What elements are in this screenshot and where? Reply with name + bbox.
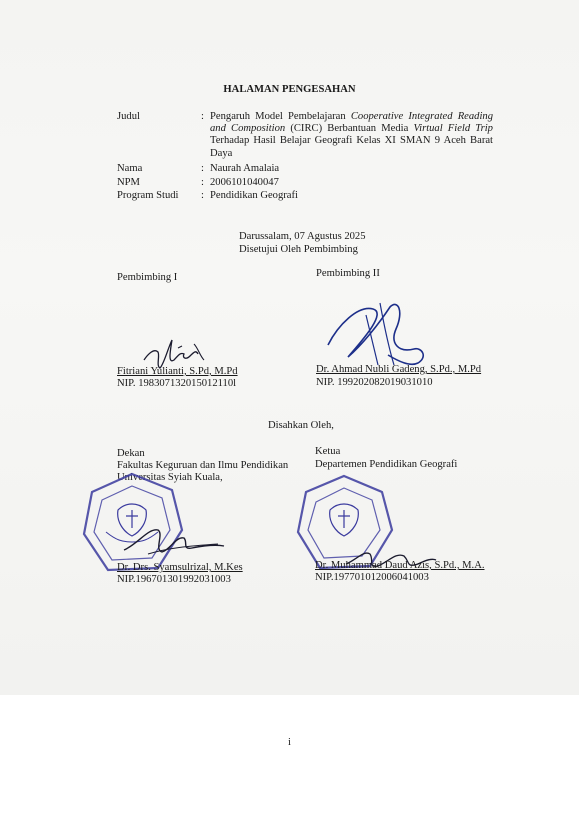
ratified-by: Disahkan Oleh, xyxy=(268,420,334,431)
advisor2-nip: NIP. 199202082019031010 xyxy=(316,377,433,388)
prodi-value: Pendidikan Geografi xyxy=(210,190,298,201)
head-nip: NIP.197701012006041003 xyxy=(315,572,429,583)
approved-by-advisor: Disetujui Oleh Pembimbing xyxy=(239,244,358,255)
npm-label: NPM xyxy=(117,177,140,188)
dean-heading: Dekan xyxy=(117,448,145,459)
dean-nip: NIP.196701301992031003 xyxy=(117,574,231,585)
advisor1-heading: Pembimbing I xyxy=(117,272,178,283)
dean-signature xyxy=(118,520,228,560)
advisor2-name: Dr. Ahmad Nubli Gadeng, S.Pd., M.Pd xyxy=(316,364,482,375)
advisor1-name: Fitriani Yulianti, S.Pd, M.Pd xyxy=(117,366,238,377)
judul-label: Judul xyxy=(117,111,140,122)
head-department: Departemen Pendidikan Geografi xyxy=(315,459,458,470)
place-date: Darussalam, 07 Agustus 2025 xyxy=(239,231,366,242)
dean-name: Dr. Drs. Syamsulrizal, M.Kes xyxy=(117,562,243,573)
dean-faculty: Fakultas Keguruan dan Ilmu Pendidikan xyxy=(117,460,289,471)
nama-label: Nama xyxy=(117,163,143,174)
nama-colon: : xyxy=(201,163,204,174)
nama-value: Naurah Amalaia xyxy=(210,163,280,174)
page-number: i xyxy=(288,737,291,748)
advisor2-heading: Pembimbing II xyxy=(316,268,380,279)
judul-value: Pengaruh Model Pembelajaran Cooperative Integrated Reading and Composition (CIRC) Berbantuan Media Virtual Field Trip Terhadap Hasil Belajar Geografi Kelas XI SMAN 9 Aceh Barat Daya xyxy=(210,111,493,159)
npm-colon: : xyxy=(201,177,204,188)
advisor1-nip: NIP. 198307132015012110l xyxy=(117,378,237,389)
advisor2-signature xyxy=(318,295,438,375)
dean-university: Universitas Syiah Kuala, xyxy=(117,472,223,483)
prodi-label: Program Studi xyxy=(117,190,179,201)
head-name: Dr. Muhammad Daud Azis, S.Pd., M.A. xyxy=(315,560,485,571)
head-heading: Ketua xyxy=(315,446,341,457)
judul-colon: : xyxy=(201,111,204,122)
npm-value: 2006101040047 xyxy=(210,177,279,188)
page-title: HALAMAN PENGESAHAN xyxy=(223,84,356,95)
prodi-colon: : xyxy=(201,190,204,201)
